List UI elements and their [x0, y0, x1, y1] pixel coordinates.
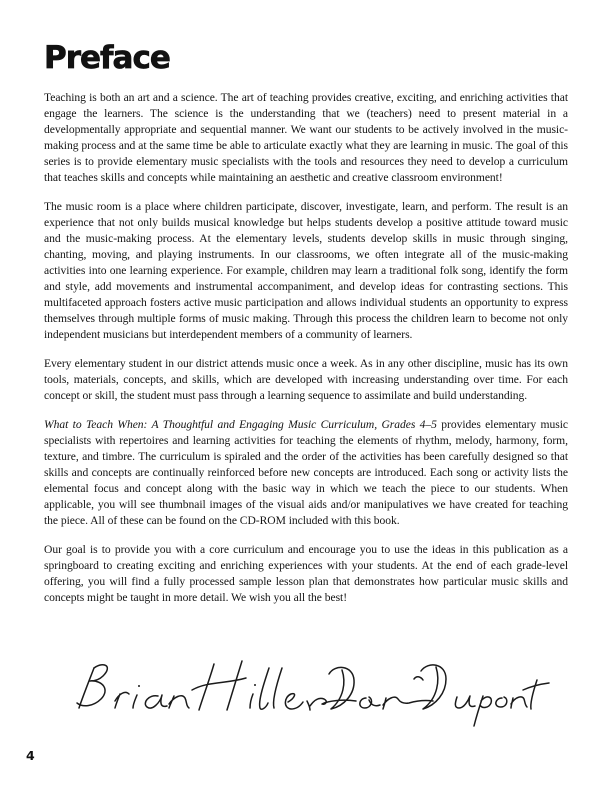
- preface-paragraph-4: [44, 417, 568, 529]
- page-title: Preface: [44, 40, 170, 76]
- paragraph-4-body: provides elementary music specialists with repertoires and learning activities for teaching the elements of rhythm, melody, harmony, form, texture, and timbre. The curriculum is spiraled and the order of the activities has been carefully designed so that skills and concepts are continually reinforced before new concepts are introduced. Each song or activity lists the elemental focus and concept along with the basic way in which we teach the piece to our students. When applicable, you will see thumbnail images of the visual aids and/or manipulatives we have created for teaching the piece. All of these can be found on the CD-ROM included with this book.: [44, 418, 569, 527]
- signature-don-dupont: [329, 665, 549, 726]
- book-title-italic: What to Teach When: A Thoughtful and Engaging Music Curriculum, Grades 4–5: [44, 418, 437, 431]
- preface-paragraph-1: Teaching is both an art and a science. The art of teaching provides creative, exciting, and enriching activities that engage the learners. The science is the understanding that we (teachers) need to present material in a developmentally appropriate and sequential manner. We want our students to be actively involved in the music-making process and at the same time be able to articulate exactly what they are learning in music. The goal of this series is to provide elementary music specialists with the tools and resources they need to develop a curriculum that teaches skills and concepts while maintaining an aesthetic and creative classroom environment!: [44, 91, 568, 184]
- preface-paragraph-5: Our goal is to provide you with a core curriculum and encourage you to use the ideas in this publication as a springboard to creating exciting and enriching experiences with your students. At the end of each grade-level offering, you will find a fully processed sample lesson plan that demonstrates how particular music skills and concepts might be taught in more detail. We wish you all the best!: [44, 543, 568, 604]
- page-number: 4: [26, 748, 35, 763]
- preface-content: [44, 42, 568, 619]
- preface-paragraph-3: Every elementary student in our district attends music once a week. As in any other discipline, music has its own tools, materials, concepts, and skills, which are developed with increasing understanding over time. For each concept or skill, the student must pass through a learning sequence to assimilate and build understanding.: [44, 357, 568, 402]
- signature-brian-hiller: [77, 661, 356, 710]
- signatures: [70, 652, 555, 737]
- preface-paragraph-2: The music room is a place where children participate, discover, investigate, learn, and perform. The result is an experience that not only builds musical knowledge but helps students develop a positive attitude toward music and the music-making process. At the elementary levels, students develop skills in music through singing, chanting, moving, and playing instruments. In our classrooms, we often integrate all of the music-making activities into one learning experience. For example, children may learn a traditional folk song, identify the form and style, add movements and instrumental accompaniment, and develop ideas for contrasting sections. This multifaceted approach fosters active music participation and allows individual students an opportunity to express themselves through multiple forms of music making. Through this process the children learn to become not only independent musicians but interdependent members of a community of learners.: [44, 200, 568, 341]
- signatures-artwork: [70, 652, 555, 737]
